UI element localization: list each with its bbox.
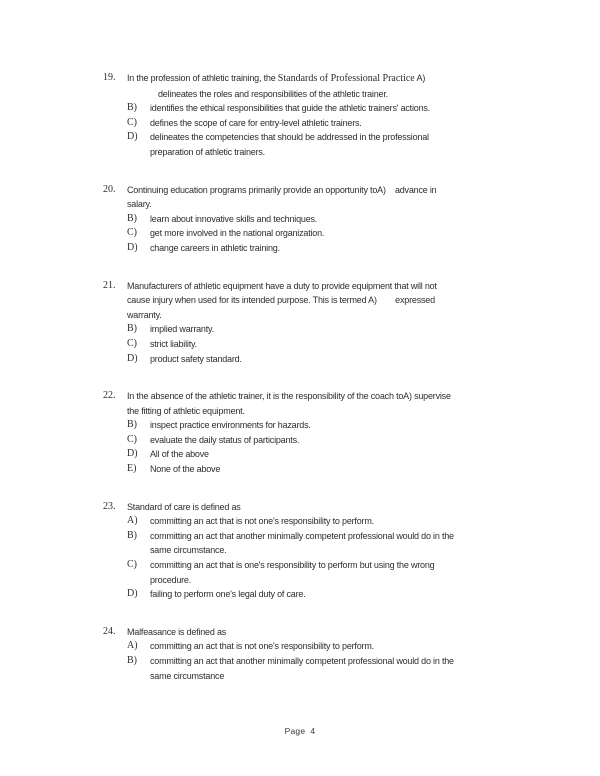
option-text (150, 352, 573, 367)
option-text (150, 130, 573, 159)
answer-option (127, 352, 573, 367)
option-text (150, 241, 573, 256)
option-text (150, 226, 573, 241)
question-22 (103, 389, 573, 477)
option-letter: C) (127, 116, 137, 128)
stem-text: salary. (127, 199, 152, 210)
option-letter: C) (127, 337, 137, 349)
question-23 (103, 500, 573, 602)
question-body (127, 71, 573, 160)
question-stem-line (127, 389, 573, 404)
answer-option (127, 639, 573, 654)
option-text-line: learn about innovative skills and techniques. (150, 213, 318, 224)
option-text-line: same circumstance. (150, 545, 227, 556)
stem-text: Continuing education programs primarily provide an opportunity toA) advance in (127, 184, 437, 195)
question-21 (103, 279, 573, 367)
option-text-line: committing an act that is one's responsibility to perform but using the wrong (150, 560, 435, 571)
answer-option (127, 241, 573, 256)
option-text (150, 418, 573, 433)
option-letter: D) (127, 448, 138, 460)
page-footer: Page 4 (284, 726, 316, 736)
option-text-line: procedure. (150, 574, 192, 585)
option-letter: E) (127, 463, 137, 475)
stem-text: Manufacturers of athletic equipment have a duty to provide equipment that will not (127, 280, 437, 291)
option-text (150, 462, 573, 477)
stem-text: the fitting of athletic equipment. (127, 405, 245, 416)
question-body (127, 279, 573, 367)
option-text-line: committing an act that another minimally competent professional would do in the (150, 530, 454, 541)
option-text-line: preparation of athletic trainers. (150, 146, 265, 157)
question-24 (103, 625, 573, 683)
question-stem-line (127, 308, 573, 323)
option-text (150, 639, 573, 654)
stem-text: delineates the roles and responsibilities of the athletic trainer. (158, 88, 388, 99)
question-stem-line (127, 404, 573, 419)
answer-option (127, 212, 573, 227)
question-body (127, 625, 573, 683)
question-stem-line (127, 87, 573, 102)
question-list (103, 71, 573, 706)
answer-option (127, 558, 573, 587)
question-stem-line (127, 500, 573, 515)
answer-option (127, 226, 573, 241)
answer-option (127, 529, 573, 558)
question-body (127, 183, 573, 256)
option-text (150, 212, 573, 227)
question-stem-line (127, 197, 573, 212)
answer-option (127, 418, 573, 433)
option-letter: B) (127, 323, 137, 335)
option-letter: B) (127, 655, 137, 666)
option-letter: B) (127, 419, 137, 431)
option-letter: C) (127, 227, 137, 239)
stem-text: Standard of care is defined as (127, 501, 241, 512)
option-text-line: get more involved in the national organization. (150, 228, 325, 239)
option-text-line: committing an act that another minimally competent professional would do in the (150, 656, 454, 666)
option-text (150, 101, 573, 116)
stem-text: warranty. (127, 309, 162, 320)
option-text (150, 116, 573, 131)
answer-option (127, 587, 573, 602)
option-letter: D) (127, 131, 138, 143)
option-letter: C) (127, 559, 137, 571)
question-body (127, 389, 573, 477)
question-stem-line (127, 71, 573, 87)
answer-option (127, 462, 573, 477)
option-text (150, 558, 573, 587)
question-number: 20. (103, 183, 116, 195)
question-number: 22. (103, 390, 116, 402)
question-stem-line (127, 183, 573, 198)
stem-text: Standards of Professional Practice (277, 73, 415, 84)
option-text-line: strict liability. (150, 338, 197, 349)
stem-text: Malfeasance is defined as (127, 626, 227, 637)
stem-text: cause injury when used for its intended purpose. This is termed A) expressed (127, 295, 435, 306)
option-text (150, 587, 573, 602)
option-text-line: identifies the ethical responsibilities that guide the athletic trainers' actions. (150, 103, 430, 114)
option-text-line: implied warranty. (150, 324, 214, 335)
stem-text: In the absence of the athletic trainer, it is the responsibility of the coach toA) supervise (127, 391, 451, 402)
option-text-line: evaluate the daily status of participants. (150, 434, 300, 445)
stem-text: A) (414, 73, 426, 83)
option-text-line: product safety standard. (150, 353, 242, 364)
question-stem-line (127, 625, 573, 640)
answer-option (127, 654, 573, 683)
option-letter: B) (127, 102, 137, 114)
option-text-line: All of the above (150, 449, 209, 460)
question-20 (103, 183, 573, 256)
option-letter: B) (127, 529, 137, 541)
answer-option (127, 130, 573, 159)
answer-option (127, 116, 573, 131)
option-text-line: committing an act that is not one's responsibility to perform. (150, 516, 374, 527)
option-text-line: change careers in athletic training. (150, 242, 280, 253)
answer-option (127, 322, 573, 337)
option-text (150, 322, 573, 337)
option-text-line: defines the scope of care for entry-level athletic trainers. (150, 117, 362, 128)
option-letter: B) (127, 212, 137, 224)
option-text-line: same circumstance (150, 670, 225, 681)
option-letter: D) (127, 588, 138, 600)
option-text (150, 514, 573, 529)
option-text-line: committing an act that is not one's responsibility to perform. (150, 641, 374, 652)
question-number: 21. (103, 279, 116, 291)
question-number: 24. (103, 625, 116, 637)
answer-option (127, 101, 573, 116)
option-letter: D) (127, 241, 138, 253)
answer-option (127, 514, 573, 529)
option-text (150, 529, 573, 558)
option-text (150, 447, 573, 462)
answer-option (127, 433, 573, 448)
option-text (150, 337, 573, 352)
option-text-line: None of the above (150, 464, 221, 475)
option-text-line: delineates the competencies that should be addressed in the professional (150, 132, 429, 143)
option-text-line: inspect practice environments for hazards. (150, 420, 311, 431)
stem-text: In the profession of athletic training, the (127, 73, 278, 83)
question-stem-line (127, 279, 573, 294)
question-stem-line (127, 293, 573, 308)
option-text-line: failing to perform one's legal duty of care. (150, 589, 306, 600)
option-text (150, 433, 573, 448)
option-text (150, 654, 573, 683)
question-number: 19. (103, 72, 116, 83)
question-19 (103, 71, 573, 160)
answer-option (127, 447, 573, 462)
question-body (127, 500, 573, 602)
option-letter: D) (127, 352, 138, 364)
option-letter: C) (127, 433, 137, 445)
question-number: 23. (103, 500, 116, 512)
answer-option (127, 337, 573, 352)
option-letter: A) (127, 515, 138, 527)
option-letter: A) (127, 640, 138, 652)
